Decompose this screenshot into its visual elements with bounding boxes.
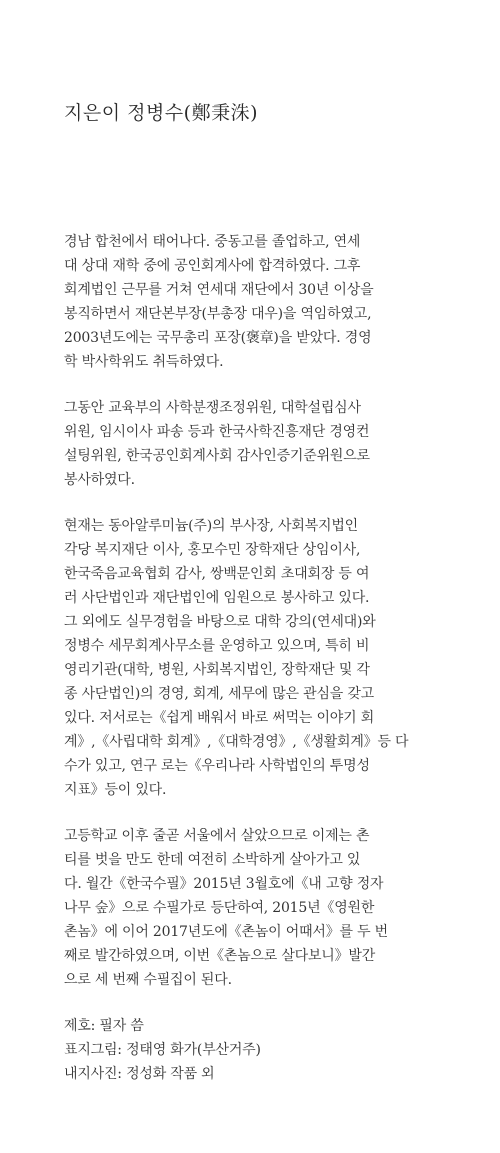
bio-line: 티를 벗을 만도 한데 여전히 소박하게 살아가고 있 xyxy=(64,852,361,868)
bio-line: 있다. 저서로는《쉽게 배워서 바로 써먹는 이야기 회 xyxy=(64,710,375,726)
bio-line: 그 외에도 실무경험을 바탕으로 대학 강의(연세대)와 xyxy=(64,614,376,630)
credits xyxy=(64,1014,444,1086)
bio-line: 지표》등이 있다. xyxy=(64,782,167,798)
bio-line: 다. 월간《한국수필》2015년 3월호에《내 고향 정자 xyxy=(64,876,384,892)
bio-line: 고등학교 이후 줄곧 서울에서 살았으므로 이제는 촌 xyxy=(64,828,370,844)
bio-line: 으로 세 번째 수필집이 된다. xyxy=(64,972,232,988)
bio-line: 대 상대 재학 중에 공인회계사에 합격하였다. 그후 xyxy=(64,258,361,274)
bio-line: 회계법인 근무를 거쳐 연세대 재단에서 30년 이상을 xyxy=(64,282,374,298)
bio-line: 나무 숲》으로 수필가로 등단하여, 2015년《영원한 xyxy=(64,900,375,916)
credit-cover-illustration: 표지그림: 정태영 화가(부산거주) xyxy=(64,1042,261,1058)
bio-line: 2003년도에는 국무총리 포장(褒章)을 받았다. 경영 xyxy=(64,330,372,346)
bio-line: 계》,《사립대학 회계》,《대학경영》,《생활회계》등 다 xyxy=(64,734,409,750)
credit-title-calligraphy: 제호: 필자 씀 xyxy=(64,1018,144,1034)
bio-line: 현재는 동아알루미늄(주)의 부사장, 사회복지법인 xyxy=(64,518,359,534)
author-bio xyxy=(64,230,444,1086)
bio-line: 수가 있고, 연구 로는《우리나라 사학법인의 투명성 xyxy=(64,758,370,774)
bio-line: 종 사단법인)의 경영, 회계, 세무에 많은 관심을 갖고 xyxy=(64,686,374,702)
bio-line: 각당 복지재단 이사, 홍모수민 장학재단 상임이사, xyxy=(64,542,361,558)
bio-line: 위원, 임시이사 파송 등과 한국사학진흥재단 경영컨 xyxy=(64,424,370,440)
bio-paragraph-service xyxy=(64,396,444,492)
bio-line: 영리기관(대학, 병원, 사회복지법인, 장학재단 및 각 xyxy=(64,662,370,678)
bio-line: 한국죽음교육협회 감사, 쌍백문인회 초대회장 등 여 xyxy=(64,566,370,582)
bio-line: 봉사하였다. xyxy=(64,472,135,488)
bio-line: 경남 합천에서 태어나다. 중동고를 졸업하고, 연세 xyxy=(64,234,361,250)
author-title: 지은이 정병수(鄭秉洙) xyxy=(64,102,258,124)
bio-paragraph-current xyxy=(64,514,444,802)
bio-line: 정병수 세무회계사무소를 운영하고 있으며, 특히 비 xyxy=(64,638,370,654)
bio-paragraph-birth-education xyxy=(64,230,444,374)
bio-paragraph-essayist xyxy=(64,824,444,992)
bio-line: 봉직하면서 재단본부장(부총장 대우)을 역임하였고, xyxy=(64,306,372,322)
bio-line: 학 박사학위도 취득하였다. xyxy=(64,354,224,370)
credit-interior-photos: 내지사진: 정성화 작품 외 xyxy=(64,1066,215,1082)
bio-line: 촌놈》에 이어 2017년도에《촌놈이 어때서》를 두 번 xyxy=(64,924,388,940)
bio-line: 째로 발간하였으며, 이번《촌놈으로 살다보니》발간 xyxy=(64,948,376,964)
bio-line: 러 사단법인과 재단법인에 임원으로 봉사하고 있다. xyxy=(64,590,370,606)
bio-line: 설팅위원, 한국공인회계사회 감사인증기준위원으로 xyxy=(64,448,370,464)
bio-line: 그동안 교육부의 사학분쟁조정위원, 대학설립심사 xyxy=(64,400,361,416)
